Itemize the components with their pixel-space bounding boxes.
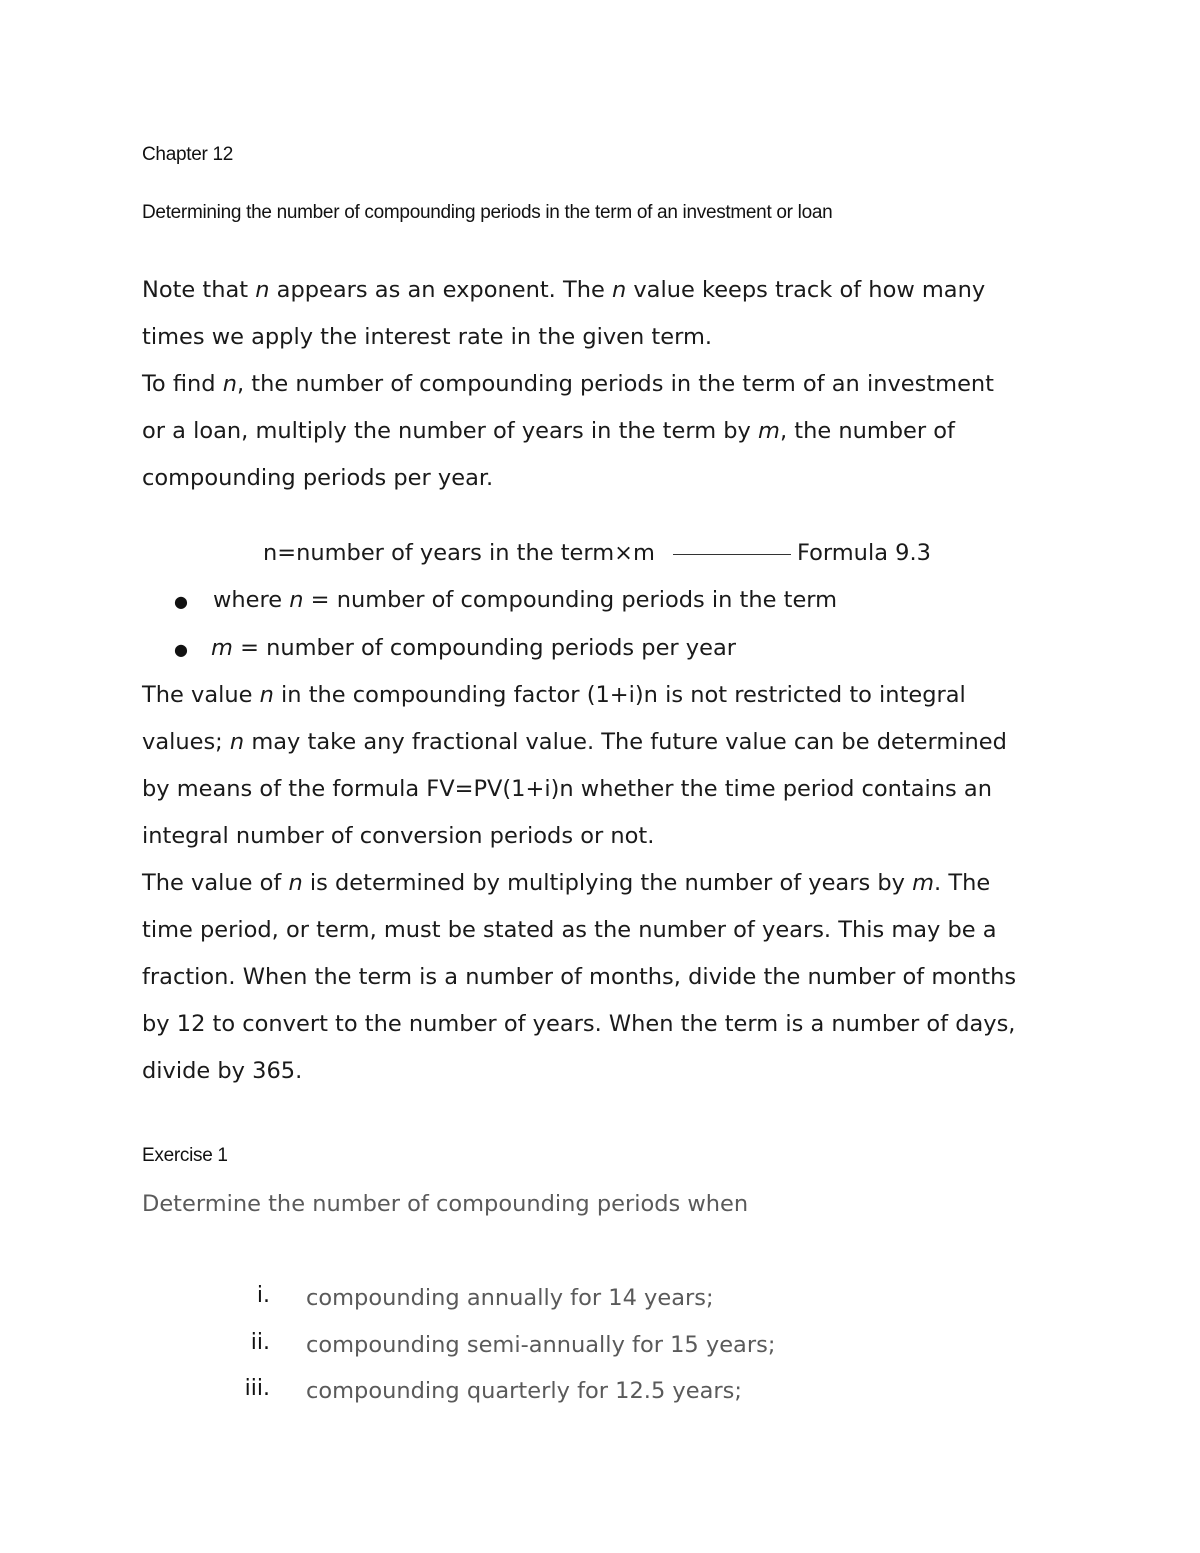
chapter-heading: Chapter 12	[142, 144, 234, 165]
para1-line-2: times we apply the interest rate in the given term.	[142, 324, 713, 350]
para2-line-9: divide by 365.	[142, 1058, 303, 1084]
formula-leader-line	[673, 554, 791, 555]
section-title: Determining the number of compounding periods in the term of an investment or loan	[142, 202, 833, 223]
exercise-item: compounding quarterly for 12.5 years;	[306, 1378, 742, 1404]
para1-line-4: or a loan, multiply the number of years in the term by m, the number of	[142, 418, 955, 444]
para2-line-6: time period, or term, must be stated as the number of years. This may be a	[142, 917, 997, 943]
bullet-icon: ●	[174, 640, 188, 659]
para2-line-7: fraction. When the term is a number of months, divide the number of months	[142, 964, 1017, 990]
formula-label: Formula 9.3	[797, 540, 931, 566]
para2-line-3: by means of the formula FV=PV(1+i)n whether the time period contains an	[142, 776, 992, 802]
exercise-prompt: Determine the number of compounding periods when	[142, 1191, 749, 1217]
para2-line-4: integral number of conversion periods or not.	[142, 823, 655, 849]
bullet-icon: ●	[174, 592, 188, 611]
para1-line-3: To find n, the number of compounding periods in the term of an investment	[142, 371, 994, 397]
list-numeral: iii.	[244, 1376, 270, 1401]
list-numeral: ii.	[250, 1330, 270, 1355]
para2-line-2: values; n may take any fractional value. The future value can be determined	[142, 729, 1007, 755]
bullet-item-2: m = number of compounding periods per year	[211, 635, 737, 661]
exercise-heading: Exercise 1	[142, 1145, 228, 1166]
para2-line-8: by 12 to convert to the number of years. When the term is a number of days,	[142, 1011, 1016, 1037]
bullet-item-1: where n = number of compounding periods in the term	[213, 587, 838, 613]
para1-line-5: compounding periods per year.	[142, 465, 494, 491]
exercise-item: compounding annually for 14 years;	[306, 1285, 714, 1311]
para2-line-1: The value n in the compounding factor (1+i)n is not restricted to integral	[142, 682, 966, 708]
para1-line-1: Note that n appears as an exponent. The n value keeps track of how many	[142, 277, 986, 303]
list-numeral: i.	[256, 1283, 270, 1308]
para2-line-5: The value of n is determined by multiplying the number of years by m. The	[142, 870, 991, 896]
exercise-item: compounding semi-annually for 15 years;	[306, 1332, 776, 1358]
formula-expression: n=number of years in the term×m	[263, 540, 655, 566]
